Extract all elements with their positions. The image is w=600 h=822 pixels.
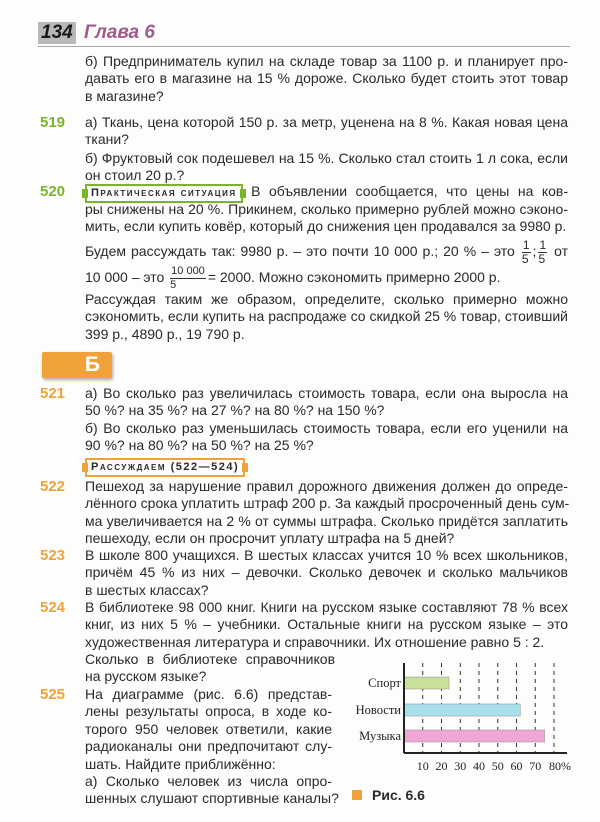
problem-number-519: 519 <box>40 114 66 131</box>
text-line: радиоканалы они предпочитают слу- <box>85 738 332 755</box>
text-line: 50 %? на 35 %? на 27 %? на 80 %? на 150 %? <box>85 402 385 419</box>
fraction: $\frac{1}{5}$ <box>521 237 530 266</box>
text-line: В школе 800 учащихся. В шестых классах учится 10 % всех школьников, <box>85 547 568 563</box>
problem-number-524: 524 <box>40 599 66 616</box>
text-line: лённого срока уплатить штраф 200 р. За каждый просроченный день сум- <box>85 495 570 512</box>
text: В объявлении сообщается, что цены на ков- <box>251 183 569 199</box>
text-line: ма увеличивается на 2 % от суммы штрафа. Сколько придётся заплатить <box>85 512 568 529</box>
fraction: $\frac{1}{5}$ <box>538 237 547 266</box>
text-line: а) Сколько человек из числа опро- <box>85 773 332 789</box>
text-line: в магазине? <box>85 87 164 104</box>
text-line: художественная литература и справочники. Их отношение равно 5 : 2. <box>85 633 545 650</box>
fraction: $\frac{10 000}{5}$ <box>170 264 205 291</box>
x-tick-label: 70 <box>529 759 542 773</box>
text-line: б) Фруктовый сок подешевел на 15 %. Сколько стал стоить 1 л сока, если <box>85 150 568 166</box>
text-line: лены результаты опроса, в ходе ко- <box>85 703 332 720</box>
x-tick-label: 60 <box>510 759 523 773</box>
text-line: на русском языке? <box>85 668 207 685</box>
text-line: причём 45 % из них – девочки. Сколько девочек и сколько мальчиков <box>85 564 568 581</box>
category-label: Музыка <box>359 729 401 743</box>
text: = 2000. Можно сэкономить примерно 2000 р. <box>207 269 501 285</box>
text-line: мить, если купить ковёр, который до снижения цен продавался за 9980 р. <box>85 218 567 235</box>
text-line: ткани? <box>85 131 129 148</box>
text-line: Пешеход за нарушение правил дорожного движения должен до опреде- <box>85 478 568 494</box>
x-tick-label: 10 <box>416 759 429 773</box>
caption-marker <box>352 790 362 800</box>
figure-caption <box>352 787 425 803</box>
x-tick-label: 30 <box>454 759 467 773</box>
problem-number-521: 521 <box>40 385 66 402</box>
category-label: Новости <box>355 703 401 717</box>
bar-0 <box>404 677 449 689</box>
bar-2 <box>404 730 545 742</box>
text: Будем рассуждать так: 9980 р. – это почти 10 000 р.; 20 % – это <box>85 243 515 259</box>
text-line: а) Во сколько раз увеличилась стоимость товара, если она выросла на <box>85 385 568 401</box>
x-tick-label: 40 <box>473 759 485 773</box>
text: от <box>554 243 569 259</box>
problem-number-523: 523 <box>40 547 66 564</box>
x-tick-label: 80% <box>549 759 571 773</box>
text-line: б) Предприниматель купил на складе товар за 1100 р. и планирует про- <box>85 53 568 69</box>
x-tick-label: 20 <box>435 759 448 773</box>
text-line: б) Во сколько раз уменьшилась стоимость товара, если его уценили на <box>85 420 568 436</box>
text-line: На диаграмме (рис. 6.6) представ- <box>85 686 332 702</box>
caption-text: Рис. 6.6 <box>372 787 425 803</box>
section-letter: Б <box>84 353 100 376</box>
label-text: Рассуждаем (522—524) <box>91 461 240 473</box>
text-line: ры снижены на 20 %. Прикинем, сколько примерно рублей можно сэконо- <box>85 201 568 217</box>
text-line: он стоил 20 р.? <box>85 167 185 184</box>
text-line: Будем рассуждать так: 9980 р. – это почти 10 000 р.; 20 % – это $\frac{1}{5}$ ; $\frac{1}{5}$ от <box>85 237 569 266</box>
text: 10 000 – это <box>85 269 165 285</box>
text-line: шенных слушают спортивные каналы? <box>85 790 339 807</box>
text-line: 399 р., 4890 р., 19 790 р. <box>85 325 245 342</box>
text-line: сэкономить, если купить на распродаже со скидкой 25 % товар, стоивший <box>85 308 568 325</box>
text-line: в шестых классах? <box>85 581 209 598</box>
problem-number-522: 522 <box>40 478 66 495</box>
text-line: 90 %? на 80 %? на 50 %? на 25 %? <box>85 437 314 454</box>
problem-number-520: 520 <box>40 183 66 200</box>
text-line: Сколько в библиотеке справочников <box>85 651 335 667</box>
text-line: пешеходу, если он просрочит уплату штрафа на 5 дней? <box>85 530 455 547</box>
text-line: торого 950 человек ответили, какие <box>85 720 332 737</box>
text-line: шать. Найдите приближённо: <box>85 755 276 772</box>
category-label: Спорт <box>368 676 401 690</box>
bar-1 <box>404 704 520 716</box>
text-line: а) Ткань, цена которой 150 р. за метр, уценена на 8 %. Какая новая цена <box>85 114 568 130</box>
page-number: 134 <box>38 22 76 44</box>
x-tick-label: 50 <box>491 759 504 773</box>
text-line: книг, из них 5 % – учебники. Остальные книги на русском языке – это <box>85 616 568 633</box>
label-text: Практическая ситуация <box>91 187 237 199</box>
text-line: В библиотеке 98 000 книг. Книги на русском языке составляют 78 % всех <box>85 599 568 615</box>
problem-number-525: 525 <box>40 686 66 703</box>
text-line: Рассуждая таким же образом, определите, сколько примерно можно <box>85 291 568 307</box>
text-line: давать его в магазине на 15 % дороже. Сколько будет стоить этот товар <box>85 70 568 87</box>
chapter-title: Глава 6 <box>84 22 155 43</box>
